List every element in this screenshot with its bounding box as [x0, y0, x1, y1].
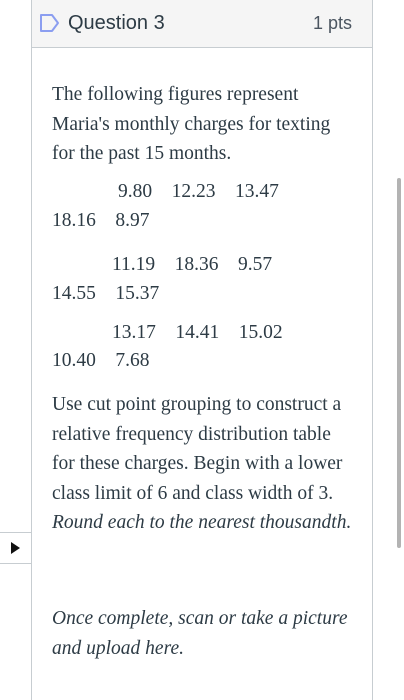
data-line: 11.19 18.36 9.57 — [112, 254, 273, 275]
question-title: Question 3 — [68, 12, 165, 34]
question-points: 1 pts — [312, 13, 352, 33]
data-line: 10.40 7.68 — [52, 350, 150, 371]
data-line: 13.17 14.41 15.02 — [112, 322, 283, 343]
data-line: 14.55 15.37 — [52, 283, 160, 304]
question-intro: The following figures represent Maria's monthly charges for texting for the past 15 months. — [52, 84, 331, 164]
instructions-text: Use cut point grouping to construct a relative frequency distribution table for these charges. Begin with a lower class limit of 6 and class width of 3. — [52, 394, 343, 504]
expand-triangle-icon — [11, 542, 20, 554]
scrollbar[interactable] — [397, 178, 401, 548]
upload-note: Once complete, scan or take a picture and upload here. — [52, 608, 348, 659]
question-instructions — [52, 390, 357, 538]
question-card — [31, 0, 373, 700]
data-line: 18.16 8.97 — [52, 210, 150, 231]
expand-toggle-button[interactable] — [0, 532, 32, 564]
question-header — [32, 0, 372, 48]
data-line: 9.80 12.23 13.47 — [118, 181, 279, 202]
flag-icon[interactable] — [39, 13, 61, 33]
rounding-note: Round each to the nearest thousandth. — [52, 512, 352, 533]
